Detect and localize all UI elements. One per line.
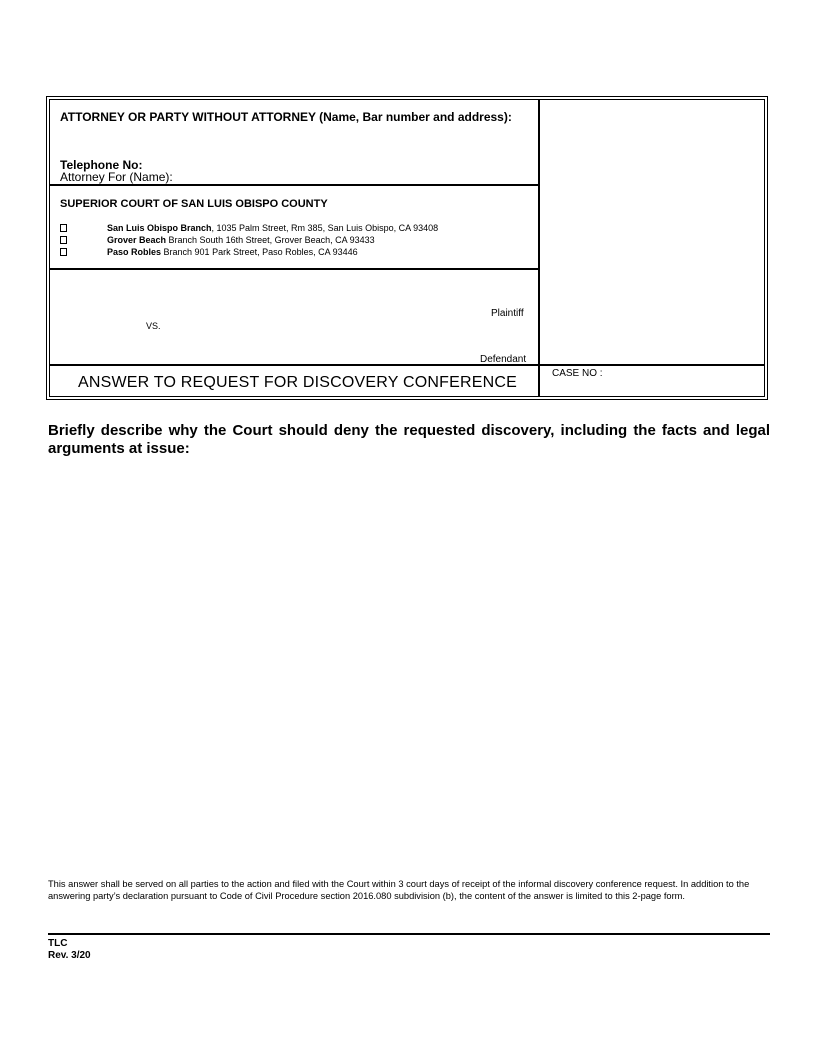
plaintiff-label: Plaintiff <box>491 308 524 319</box>
branch-checkbox-grover-beach[interactable] <box>60 236 67 244</box>
attorney-for-label: Attorney For (Name): <box>60 170 173 184</box>
footer-rule <box>48 933 770 935</box>
divider-court-use-caseno <box>539 364 764 366</box>
branch-checkbox-slo[interactable] <box>60 224 67 232</box>
service-footnote: This answer shall be served on all parties to the action and filed with the Court within 3 court days of receipt of the informal discovery conference request. In addition to the answering party’s declaration pursuant to Code of Civil Procedure section 2016.080 subdivision (b), the content of the answer is limited to this 2-page form. <box>48 879 750 901</box>
branch-paso-robles: Paso Robles Branch 901 Park Street, Paso Robles, CA 93446 <box>107 247 358 257</box>
case-no-label: CASE NO : <box>552 368 603 379</box>
branch-checkbox-paso-robles[interactable] <box>60 248 67 256</box>
form-revision: Rev. 3/20 <box>48 950 91 961</box>
caption-inner-border <box>49 99 765 397</box>
telephone-label: Telephone No: <box>60 158 143 172</box>
instruction-text: Briefly describe why the Court should deny the requested discovery, including the facts and legal arguments at issue: <box>48 422 770 457</box>
defendant-label: Defendant <box>480 354 527 365</box>
branch-slo: San Luis Obispo Branch, 1035 Palm Street, Rm 385, San Luis Obispo, CA 93408 <box>107 223 439 233</box>
attorney-label: ATTORNEY OR PARTY WITHOUT ATTORNEY (Name, Bar number and address): <box>60 110 512 124</box>
caption-vertical-divider <box>538 100 540 396</box>
court-name: SUPERIOR COURT OF SAN LUIS OBISPO COUNTY <box>60 198 328 210</box>
divider-attorney-court <box>50 184 539 186</box>
form-title: ANSWER TO REQUEST FOR DISCOVERY CONFERENCE <box>78 374 517 391</box>
vs-label: VS. <box>146 321 161 331</box>
form-code: TLC <box>48 938 68 949</box>
caption-frame <box>46 96 768 400</box>
divider-court-parties <box>50 268 539 270</box>
branch-grover-beach: Grover Beach Branch South 16th Street, Grover Beach, CA 93433 <box>107 235 375 245</box>
divider-parties-title <box>50 364 539 366</box>
